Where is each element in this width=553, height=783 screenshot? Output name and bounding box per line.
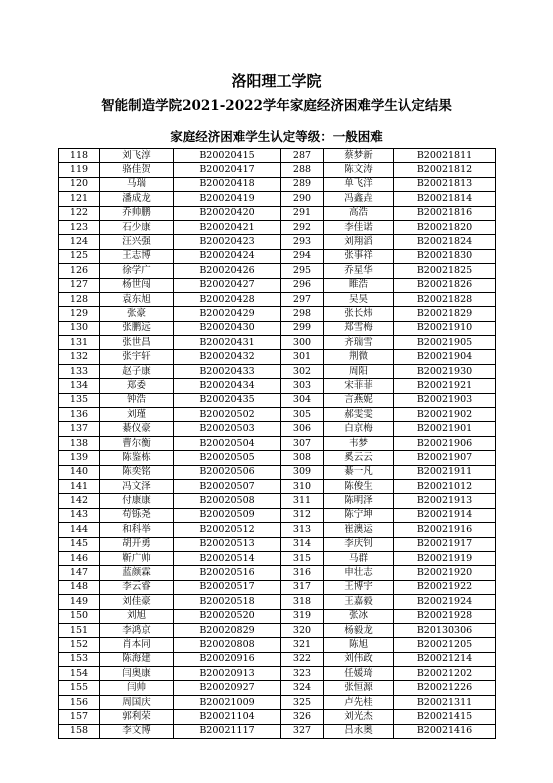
table-row	[59, 220, 496, 234]
student-id-cell: B20020428	[174, 292, 281, 306]
table-row	[59, 580, 496, 594]
student-id-cell: B20021913	[394, 494, 496, 508]
table-row	[59, 249, 496, 263]
serial-number-cell: 130	[59, 321, 100, 335]
serial-number-cell: 139	[59, 451, 100, 465]
student-name-cell: 徐学广	[100, 264, 174, 278]
student-id-cell: B20021904	[394, 350, 496, 364]
student-id-cell: B20021903	[394, 393, 496, 407]
student-name-cell: 杨毅龙	[324, 623, 394, 637]
student-name-cell: 郭利荣	[100, 710, 174, 724]
serial-number-cell: 153	[59, 652, 100, 666]
student-name-cell: 张豪	[100, 307, 174, 321]
serial-number-cell: 151	[59, 623, 100, 637]
student-id-cell: B20020433	[174, 364, 281, 378]
serial-number-cell: 299	[281, 321, 324, 335]
student-id-cell: B20021828	[394, 292, 496, 306]
student-id-cell: B20021813	[394, 177, 496, 191]
student-id-cell: B20021311	[394, 695, 496, 709]
student-id-cell: B20020517	[174, 580, 281, 594]
serial-number-cell: 289	[281, 177, 324, 191]
student-id-cell: B20021914	[394, 508, 496, 522]
student-id-cell: B20020927	[174, 681, 281, 695]
student-id-cell: B20020916	[174, 652, 281, 666]
student-name-cell: 张长炜	[324, 307, 394, 321]
student-id-cell: B20021905	[394, 336, 496, 350]
student-id-cell: B20021916	[394, 523, 496, 537]
student-name-cell: 李文博	[100, 724, 174, 738]
serial-number-cell: 322	[281, 652, 324, 666]
student-name-cell: 和科举	[100, 523, 174, 537]
student-name-cell: 赵子康	[100, 364, 174, 378]
table-row	[59, 292, 496, 306]
student-name-cell: 骆佳贺	[100, 163, 174, 177]
student-name-cell: 张鹏远	[100, 321, 174, 335]
student-id-cell: B20021917	[394, 537, 496, 551]
serial-number-cell: 298	[281, 307, 324, 321]
serial-number-cell: 326	[281, 710, 324, 724]
serial-number-cell: 306	[281, 422, 324, 436]
student-name-cell: 付康康	[100, 494, 174, 508]
student-id-cell: B20021824	[394, 235, 496, 249]
serial-number-cell: 134	[59, 379, 100, 393]
student-id-cell: B20020434	[174, 379, 281, 393]
student-name-cell: 郝雯雯	[324, 408, 394, 422]
table-row	[59, 278, 496, 292]
student-name-cell: 王嘉毅	[324, 595, 394, 609]
table-row	[59, 451, 496, 465]
serial-number-cell: 118	[59, 149, 100, 163]
student-id-cell: B20021830	[394, 249, 496, 263]
serial-number-cell: 154	[59, 667, 100, 681]
student-name-cell: 王博宇	[324, 580, 394, 594]
student-id-cell: B20130306	[394, 623, 496, 637]
student-name-cell: 周阳	[324, 364, 394, 378]
table-row	[59, 681, 496, 695]
serial-number-cell: 302	[281, 364, 324, 378]
student-id-cell: B20021928	[394, 609, 496, 623]
student-name-cell: 冯文泽	[100, 479, 174, 493]
serial-number-cell: 287	[281, 149, 324, 163]
serial-number-cell: 157	[59, 710, 100, 724]
student-name-cell: 韦梦	[324, 436, 394, 450]
student-id-cell: B20021820	[394, 220, 496, 234]
student-name-cell: 陈俊生	[324, 479, 394, 493]
serial-number-cell: 123	[59, 220, 100, 234]
serial-number-cell: 323	[281, 667, 324, 681]
student-name-cell: 刘光杰	[324, 710, 394, 724]
serial-number-cell: 311	[281, 494, 324, 508]
table-row	[59, 523, 496, 537]
student-name-cell: 张事祥	[324, 249, 394, 263]
student-name-cell: 陈明泽	[324, 494, 394, 508]
student-name-cell: 高浩	[324, 206, 394, 220]
student-id-cell: B20020430	[174, 321, 281, 335]
student-id-cell: B20021416	[394, 724, 496, 738]
student-id-cell: B20020913	[174, 667, 281, 681]
serial-number-cell: 307	[281, 436, 324, 450]
student-id-cell: B20021919	[394, 551, 496, 565]
serial-number-cell: 137	[59, 422, 100, 436]
serial-number-cell: 131	[59, 336, 100, 350]
student-id-cell: B20021205	[394, 638, 496, 652]
student-id-cell: B20020808	[174, 638, 281, 652]
student-name-cell: 陈奕铭	[100, 465, 174, 479]
student-id-cell: B20020512	[174, 523, 281, 537]
document-title: 智能制造学院2021-2022学年家庭经济困难学生认定结果	[101, 98, 452, 114]
serial-number-cell: 292	[281, 220, 324, 234]
student-name-cell: 潘成龙	[100, 192, 174, 206]
student-name-cell: 靳广帅	[100, 551, 174, 565]
student-name-cell: 袁东旭	[100, 292, 174, 306]
student-id-cell: B20020508	[174, 494, 281, 508]
student-id-cell: B20020502	[174, 408, 281, 422]
serial-number-cell: 136	[59, 408, 100, 422]
serial-number-cell: 314	[281, 537, 324, 551]
serial-number-cell: 321	[281, 638, 324, 652]
student-name-cell: 陈鉴栋	[100, 451, 174, 465]
student-id-cell: B20021825	[394, 264, 496, 278]
student-name-cell: 陈宁坤	[324, 508, 394, 522]
serial-number-cell: 310	[281, 479, 324, 493]
student-name-cell: 马瑞	[100, 177, 174, 191]
table-row	[59, 408, 496, 422]
serial-number-cell: 294	[281, 249, 324, 263]
student-list-body	[59, 149, 496, 739]
table-row	[59, 667, 496, 681]
serial-number-cell: 319	[281, 609, 324, 623]
student-name-cell: 奚云云	[324, 451, 394, 465]
table-row	[59, 551, 496, 565]
serial-number-cell: 141	[59, 479, 100, 493]
student-id-cell: B20020429	[174, 307, 281, 321]
student-name-cell: 马群	[324, 551, 394, 565]
serial-number-cell: 140	[59, 465, 100, 479]
serial-number-cell: 127	[59, 278, 100, 292]
student-name-cell: 冯鑫垚	[324, 192, 394, 206]
table-row	[59, 479, 496, 493]
serial-number-cell: 290	[281, 192, 324, 206]
serial-number-cell: 309	[281, 465, 324, 479]
student-name-cell: 白京梅	[324, 422, 394, 436]
student-id-cell: B20020426	[174, 264, 281, 278]
table-row	[59, 264, 496, 278]
serial-number-cell: 146	[59, 551, 100, 565]
serial-number-cell: 120	[59, 177, 100, 191]
student-name-cell: 綦一凡	[324, 465, 394, 479]
student-id-cell: B20021902	[394, 408, 496, 422]
student-id-cell: B20020520	[174, 609, 281, 623]
student-name-cell: 睢浩	[324, 278, 394, 292]
serial-number-cell: 308	[281, 451, 324, 465]
student-id-cell: B20021910	[394, 321, 496, 335]
student-id-cell: B20020417	[174, 163, 281, 177]
table-row	[59, 422, 496, 436]
student-id-cell: B20021901	[394, 422, 496, 436]
student-name-cell: 闫奥康	[100, 667, 174, 681]
serial-number-cell: 158	[59, 724, 100, 738]
table-row	[59, 623, 496, 637]
student-name-cell: 吕永奥	[324, 724, 394, 738]
student-id-cell: B20020509	[174, 508, 281, 522]
student-id-cell: B20020506	[174, 465, 281, 479]
student-name-cell: 刘瑾	[100, 408, 174, 422]
student-name-cell: 綦仪豪	[100, 422, 174, 436]
serial-number-cell: 128	[59, 292, 100, 306]
table-row	[59, 436, 496, 450]
table-row	[59, 494, 496, 508]
table-row	[59, 595, 496, 609]
student-name-cell: 刘佳豪	[100, 595, 174, 609]
student-list-table	[58, 148, 496, 739]
serial-number-cell: 312	[281, 508, 324, 522]
table-row	[59, 537, 496, 551]
student-id-cell: B20020513	[174, 537, 281, 551]
serial-number-cell: 149	[59, 595, 100, 609]
student-name-cell: 单飞洋	[324, 177, 394, 191]
student-id-cell: B20021922	[394, 580, 496, 594]
serial-number-cell: 318	[281, 595, 324, 609]
student-id-cell: B20020432	[174, 350, 281, 364]
student-name-cell: 刘飞淳	[100, 149, 174, 163]
student-name-cell: 苟铄尧	[100, 508, 174, 522]
student-name-cell: 卢先桂	[324, 695, 394, 709]
table-row	[59, 235, 496, 249]
student-id-cell: B20021829	[394, 307, 496, 321]
serial-number-cell: 126	[59, 264, 100, 278]
student-id-cell: B20021415	[394, 710, 496, 724]
school-title: 洛阳理工学院	[231, 72, 322, 90]
student-id-cell: B20020424	[174, 249, 281, 263]
student-name-cell: 汪兴强	[100, 235, 174, 249]
student-name-cell: 郑雪梅	[324, 321, 394, 335]
student-name-cell: 周国庆	[100, 695, 174, 709]
table-row	[59, 177, 496, 191]
student-name-cell: 荆微	[324, 350, 394, 364]
serial-number-cell: 135	[59, 393, 100, 407]
student-name-cell: 石少康	[100, 220, 174, 234]
table-row	[59, 379, 496, 393]
student-id-cell: B20020516	[174, 566, 281, 580]
student-id-cell: B20021911	[394, 465, 496, 479]
student-name-cell: 任媛琦	[324, 667, 394, 681]
student-name-cell: 肖本同	[100, 638, 174, 652]
student-id-cell: B20020431	[174, 336, 281, 350]
student-name-cell: 蓝颜霖	[100, 566, 174, 580]
student-name-cell: 张冰	[324, 609, 394, 623]
serial-number-cell: 315	[281, 551, 324, 565]
student-id-cell: B20021117	[174, 724, 281, 738]
serial-number-cell: 143	[59, 508, 100, 522]
table-row	[59, 710, 496, 724]
student-name-cell: 言燕妮	[324, 393, 394, 407]
serial-number-cell: 296	[281, 278, 324, 292]
student-id-cell: B20021811	[394, 149, 496, 163]
table-row	[59, 695, 496, 709]
student-name-cell: 乔帅鹏	[100, 206, 174, 220]
serial-number-cell: 293	[281, 235, 324, 249]
student-id-cell: B20021009	[174, 695, 281, 709]
serial-number-cell: 133	[59, 364, 100, 378]
student-name-cell: 胡开勇	[100, 537, 174, 551]
student-name-cell: 陈旭	[324, 638, 394, 652]
serial-number-cell: 156	[59, 695, 100, 709]
serial-number-cell: 152	[59, 638, 100, 652]
student-name-cell: 闫帅	[100, 681, 174, 695]
serial-number-cell: 320	[281, 623, 324, 637]
table-row	[59, 350, 496, 364]
student-name-cell: 张恒源	[324, 681, 394, 695]
table-row	[59, 508, 496, 522]
student-id-cell: B20020418	[174, 177, 281, 191]
table-row	[59, 393, 496, 407]
serial-number-cell: 325	[281, 695, 324, 709]
student-id-cell: B20021814	[394, 192, 496, 206]
serial-number-cell: 132	[59, 350, 100, 364]
serial-number-cell: 142	[59, 494, 100, 508]
serial-number-cell: 150	[59, 609, 100, 623]
serial-number-cell: 305	[281, 408, 324, 422]
student-name-cell: 刘旭	[100, 609, 174, 623]
student-id-cell: B20021930	[394, 364, 496, 378]
student-name-cell: 陈海建	[100, 652, 174, 666]
serial-number-cell: 316	[281, 566, 324, 580]
serial-number-cell: 125	[59, 249, 100, 263]
student-id-cell: B20021826	[394, 278, 496, 292]
student-name-cell: 乔星华	[324, 264, 394, 278]
serial-number-cell: 291	[281, 206, 324, 220]
table-row	[59, 364, 496, 378]
serial-number-cell: 297	[281, 292, 324, 306]
serial-number-cell: 317	[281, 580, 324, 594]
student-name-cell: 蔡梦新	[324, 149, 394, 163]
serial-number-cell: 148	[59, 580, 100, 594]
student-id-cell: B20021906	[394, 436, 496, 450]
table-row	[59, 609, 496, 623]
student-id-cell: B20021907	[394, 451, 496, 465]
student-name-cell: 曹尔衡	[100, 436, 174, 450]
table-row	[59, 307, 496, 321]
student-id-cell: B20020507	[174, 479, 281, 493]
student-id-cell: B20020427	[174, 278, 281, 292]
serial-number-cell: 300	[281, 336, 324, 350]
serial-number-cell: 295	[281, 264, 324, 278]
serial-number-cell: 129	[59, 307, 100, 321]
table-row	[59, 206, 496, 220]
serial-number-cell: 304	[281, 393, 324, 407]
serial-number-cell: 301	[281, 350, 324, 364]
table-row	[59, 566, 496, 580]
student-name-cell: 申壮志	[324, 566, 394, 580]
table-row	[59, 638, 496, 652]
serial-number-cell: 119	[59, 163, 100, 177]
serial-number-cell: 155	[59, 681, 100, 695]
student-name-cell: 张宇轩	[100, 350, 174, 364]
serial-number-cell: 147	[59, 566, 100, 580]
student-id-cell: B20021226	[394, 681, 496, 695]
student-id-cell: B20020435	[174, 393, 281, 407]
student-id-cell: B20021202	[394, 667, 496, 681]
student-id-cell: B20020518	[174, 595, 281, 609]
student-name-cell: 李庆钊	[324, 537, 394, 551]
student-name-cell: 李云睿	[100, 580, 174, 594]
student-id-cell: B20021816	[394, 206, 496, 220]
table-row	[59, 163, 496, 177]
serial-number-cell: 138	[59, 436, 100, 450]
student-id-cell: B20020829	[174, 623, 281, 637]
student-name-cell: 张世昌	[100, 336, 174, 350]
student-name-cell: 李佳诺	[324, 220, 394, 234]
serial-number-cell: 122	[59, 206, 100, 220]
serial-number-cell: 313	[281, 523, 324, 537]
student-id-cell: B20020420	[174, 206, 281, 220]
serial-number-cell: 145	[59, 537, 100, 551]
student-name-cell: 宋菲菲	[324, 379, 394, 393]
student-name-cell: 刘翔滔	[324, 235, 394, 249]
student-id-cell: B20021104	[174, 710, 281, 724]
student-name-cell: 陈文涛	[324, 163, 394, 177]
student-id-cell: B20021920	[394, 566, 496, 580]
student-id-cell: B20020514	[174, 551, 281, 565]
student-id-cell: B20021214	[394, 652, 496, 666]
student-name-cell: 李鸿京	[100, 623, 174, 637]
student-name-cell: 杨世闯	[100, 278, 174, 292]
serial-number-cell: 324	[281, 681, 324, 695]
student-id-cell: B20020421	[174, 220, 281, 234]
table-row	[59, 321, 496, 335]
student-name-cell: 王志博	[100, 249, 174, 263]
serial-number-cell: 303	[281, 379, 324, 393]
student-name-cell: 郑委	[100, 379, 174, 393]
student-name-cell: 齐瑞雪	[324, 336, 394, 350]
student-id-cell: B20021924	[394, 595, 496, 609]
serial-number-cell: 327	[281, 724, 324, 738]
student-id-cell: B20020415	[174, 149, 281, 163]
table-row	[59, 652, 496, 666]
student-id-cell: B20021921	[394, 379, 496, 393]
table-row	[59, 192, 496, 206]
student-name-cell: 吴昊	[324, 292, 394, 306]
student-id-cell: B20020423	[174, 235, 281, 249]
student-id-cell: B20020419	[174, 192, 281, 206]
table-row	[59, 149, 496, 163]
student-id-cell: B20020505	[174, 451, 281, 465]
student-name-cell: 刘伟政	[324, 652, 394, 666]
table-row	[59, 724, 496, 738]
difficulty-level-title: 家庭经济困难学生认定等级：一般困难	[170, 129, 383, 144]
student-id-cell: B20020504	[174, 436, 281, 450]
table-row	[59, 336, 496, 350]
serial-number-cell: 121	[59, 192, 100, 206]
student-id-cell: B20020503	[174, 422, 281, 436]
student-name-cell: 钟浩	[100, 393, 174, 407]
serial-number-cell: 144	[59, 523, 100, 537]
student-id-cell: B20021812	[394, 163, 496, 177]
student-id-cell: B20021012	[394, 479, 496, 493]
serial-number-cell: 124	[59, 235, 100, 249]
table-row	[59, 465, 496, 479]
student-name-cell: 崔澳运	[324, 523, 394, 537]
serial-number-cell: 288	[281, 163, 324, 177]
